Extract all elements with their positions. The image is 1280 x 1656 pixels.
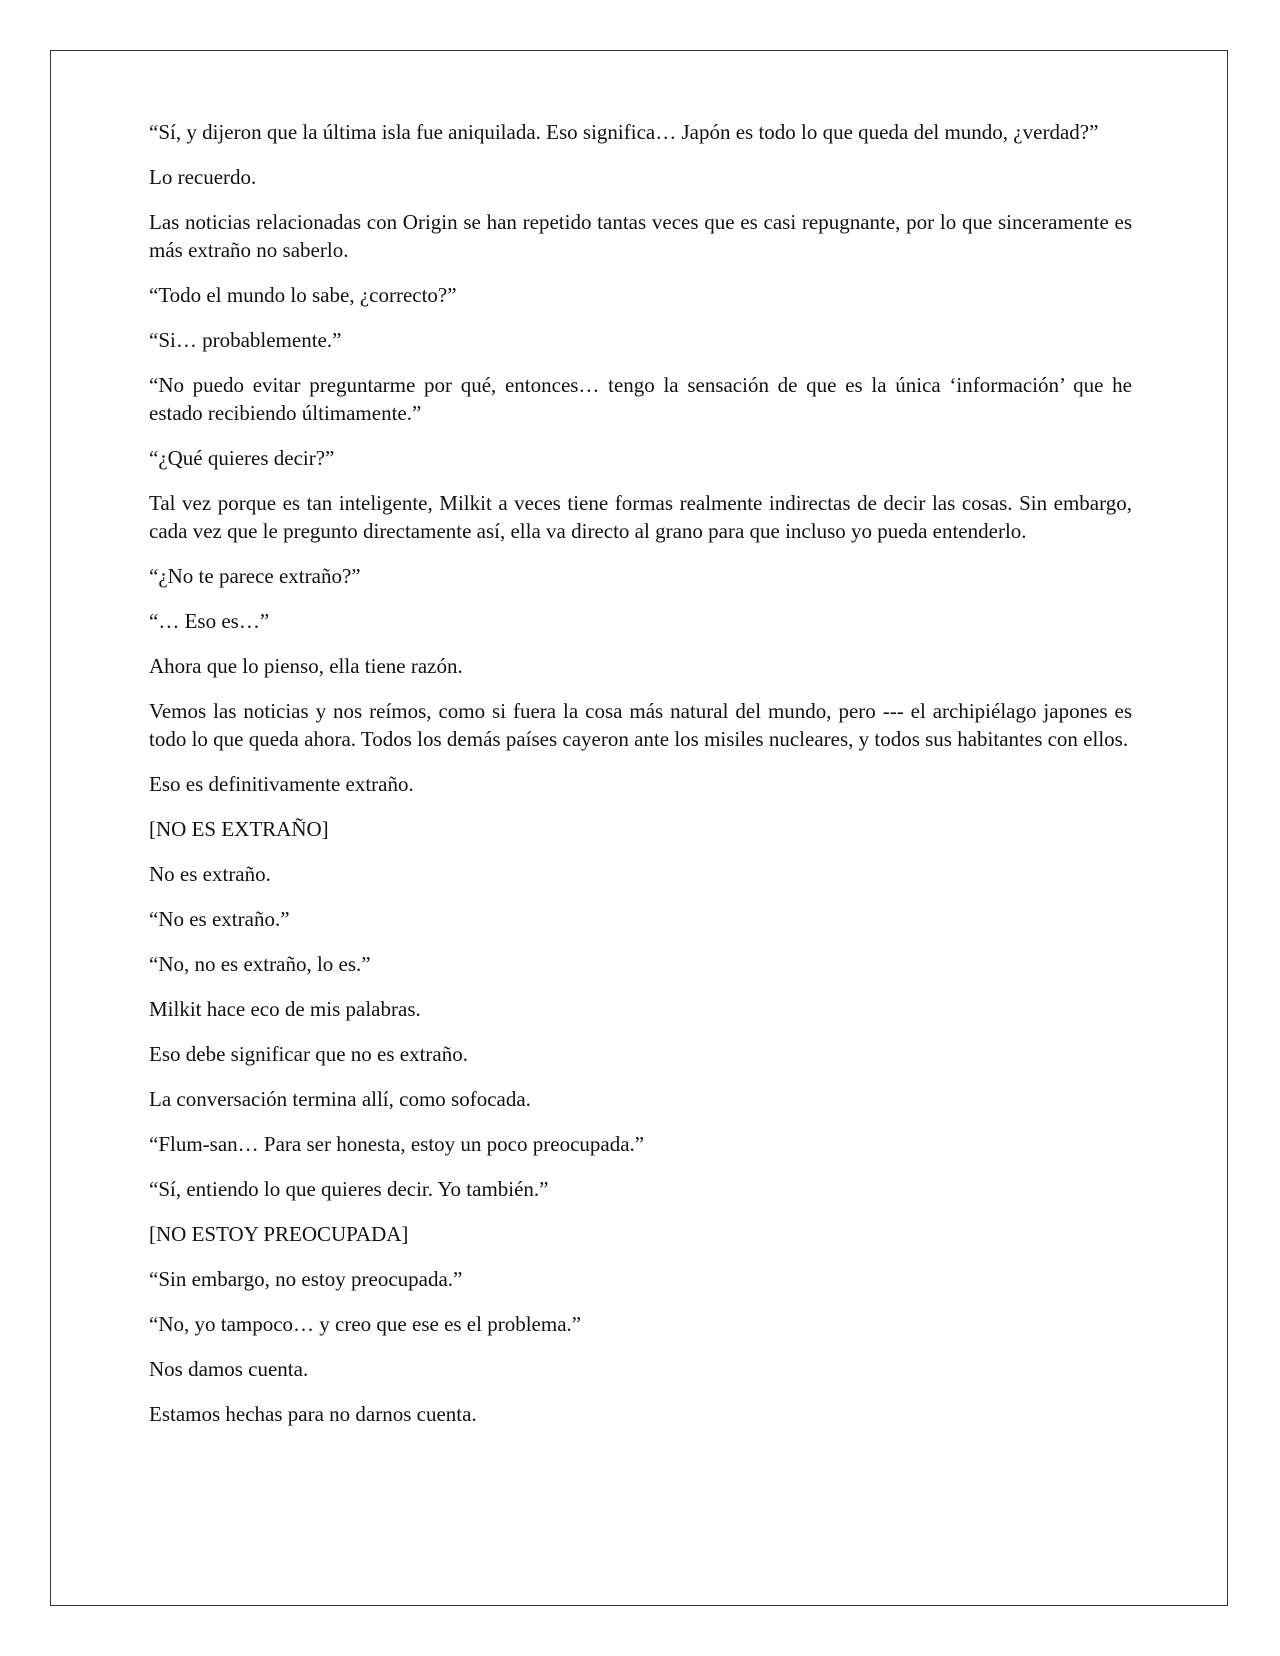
paragraph: “Sí, y dijeron que la última isla fue aniquilada. Eso significa… Japón es todo lo que queda del mundo, ¿verdad?” — [149, 120, 1099, 144]
paragraph: La conversación termina allí, como sofocada. — [149, 1087, 531, 1111]
document-body — [149, 118, 1132, 1445]
paragraph: No es extraño. — [149, 862, 271, 886]
paragraph: “No, no es extraño, lo es.” — [149, 952, 371, 976]
paragraph: Estamos hechas para no darnos cuenta. — [149, 1402, 477, 1426]
paragraph: [NO ES EXTRAÑO] — [149, 817, 329, 841]
paragraph: Tal vez porque es tan inteligente, Milkit a veces tiene formas realmente indirectas de decir las cosas. Sin embargo, cada vez que le pregunto directamente así, ella va directo al grano para que incluso yo pueda entenderlo. — [149, 491, 1132, 543]
paragraph: “… Eso es…” — [149, 609, 270, 633]
paragraph: “¿No te parece extraño?” — [149, 564, 361, 588]
paragraph: “Flum-san… Para ser honesta, estoy un poco preocupada.” — [149, 1132, 645, 1156]
paragraph: Nos damos cuenta. — [149, 1357, 309, 1381]
paragraph: “¿Qué quieres decir?” — [149, 446, 335, 470]
paragraph: Ahora que lo pienso, ella tiene razón. — [149, 654, 463, 678]
paragraph: “Sin embargo, no estoy preocupada.” — [149, 1267, 463, 1291]
paragraph: Las noticias relacionadas con Origin se han repetido tantas veces que es casi repugnante, por lo que sinceramente es más extraño no saberlo. — [149, 210, 1132, 262]
paragraph: “No es extraño.” — [149, 907, 290, 931]
paragraph: “Si… probablemente.” — [149, 328, 342, 352]
paragraph: Eso es definitivamente extraño. — [149, 772, 414, 796]
paragraph: Lo recuerdo. — [149, 165, 257, 189]
paragraph: Vemos las noticias y nos reímos, como si fuera la cosa más natural del mundo, pero --- el archipiélago japones es todo lo que queda ahora. Todos los demás países cayeron ante los misiles nucleares, y todos sus habitantes con ellos. — [149, 699, 1132, 751]
paragraph: “Sí, entiendo lo que quieres decir. Yo también.” — [149, 1177, 549, 1201]
paragraph: [NO ESTOY PREOCUPADA] — [149, 1222, 409, 1246]
paragraph: “Todo el mundo lo sabe, ¿correcto?” — [149, 283, 457, 307]
paragraph: “No puedo evitar preguntarme por qué, entonces… tengo la sensación de que es la única ‘información’ que he estado recibiendo últimamente.” — [149, 373, 1132, 425]
paragraph: “No, yo tampoco… y creo que ese es el problema.” — [149, 1312, 582, 1336]
paragraph: Milkit hace eco de mis palabras. — [149, 997, 421, 1021]
paragraph: Eso debe significar que no es extraño. — [149, 1042, 468, 1066]
